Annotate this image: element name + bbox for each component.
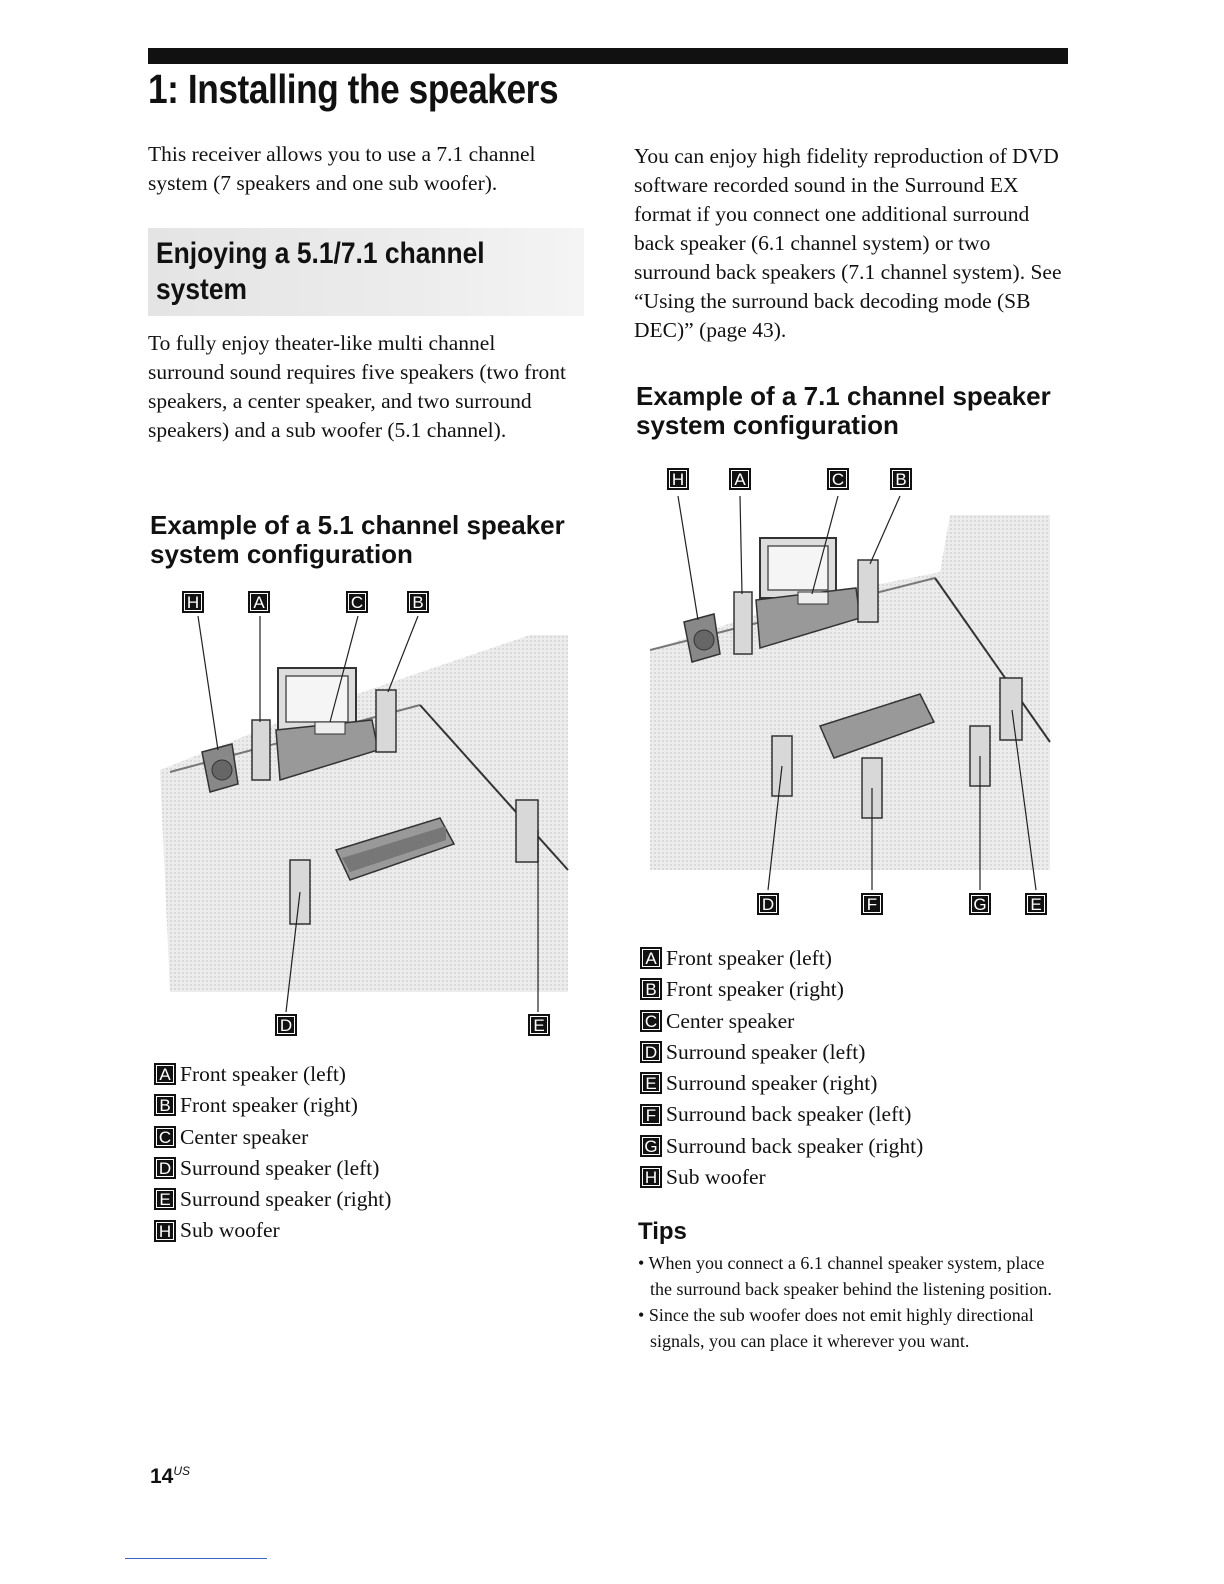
legend-item: [154, 1059, 391, 1090]
legend-item: [640, 943, 923, 974]
legend-text: Center speaker: [180, 1124, 309, 1149]
fig51-diagram: [150, 580, 580, 1040]
floor-area: [650, 515, 1050, 870]
legend-text: Center speaker: [666, 1008, 795, 1033]
center-speaker-icon: [798, 592, 828, 604]
legend-key: C: [154, 1126, 176, 1148]
fig71-heading: Example of a 7.1 channel speaker system configuration: [636, 381, 1051, 440]
tip-item: • Since the sub woofer does not emit highly directional signals, you can place it wherever you want.: [638, 1305, 1034, 1351]
legend-key: E: [154, 1188, 176, 1210]
legend-text: Front speaker (left): [180, 1062, 346, 1086]
fig71-label-F: F: [861, 893, 883, 915]
tips-heading: Tips: [638, 1218, 687, 1245]
fig71-label-D: D: [757, 893, 779, 915]
legend-text: Surround speaker (right): [180, 1187, 392, 1212]
leader-line-B: [870, 496, 900, 564]
legend-key: B: [640, 978, 662, 1000]
legend-item: [154, 1153, 391, 1184]
legend-key: H: [640, 1166, 662, 1188]
legend-key: B: [154, 1094, 176, 1116]
legend-text: Front speaker (right): [666, 977, 844, 1002]
section-heading-box: [148, 228, 584, 316]
fig51-label-H: H: [182, 591, 204, 613]
page-number: [150, 1464, 190, 1489]
legend-item: [154, 1122, 391, 1153]
front-right-speaker-icon: [858, 560, 878, 622]
center-speaker-icon: [315, 722, 345, 734]
legend-key: E: [640, 1072, 662, 1094]
legend-text: Sub woofer: [180, 1218, 280, 1243]
front-left-speaker-icon: [734, 592, 752, 654]
page-title: 1: Installing the speakers: [148, 66, 559, 112]
tip-text: Since the sub woofer does not emit highly directional signals, you can place it wherever you want.: [648, 1305, 1034, 1351]
floor-area: [160, 635, 568, 992]
legend-key: H: [154, 1220, 176, 1242]
fig51-legend: [154, 1059, 391, 1247]
fig51-label-E: E: [528, 1014, 550, 1036]
tip-text: When you connect a 6.1 channel speaker system, place the surround back speaker behind the listening position.: [648, 1253, 1052, 1299]
page-number-suffix: US: [173, 1464, 191, 1478]
legend-item: [640, 974, 923, 1005]
legend-item: [640, 1037, 923, 1068]
subwoofer-cone: [212, 760, 232, 780]
page-number-value: 14: [150, 1465, 174, 1488]
legend-key: A: [154, 1063, 176, 1085]
fig71-label-G: G: [969, 893, 991, 915]
surround-right-speaker-icon: [1000, 678, 1022, 740]
legend-item: [640, 1162, 923, 1193]
intro-paragraph: This receiver allows you to use a 7.1 channel system (7 speakers and one sub woofer).: [148, 142, 536, 195]
footer-rule: [125, 1558, 267, 1559]
fig51-label-D: D: [275, 1014, 297, 1036]
legend-item: [640, 1099, 923, 1130]
front-right-speaker-icon: [376, 690, 396, 752]
legend-key: D: [640, 1041, 662, 1063]
legend-text: Surround back speaker (right): [666, 1133, 924, 1158]
legend-item: [154, 1215, 391, 1246]
legend-item: [640, 1131, 923, 1162]
fig51-label-C: C: [346, 591, 368, 613]
legend-item: [154, 1184, 391, 1215]
tip-item: • When you connect a 6.1 channel speaker system, place the surround back speaker behind the listening position.: [638, 1253, 1052, 1299]
fig71-label-C: C: [827, 468, 849, 490]
legend-item: [154, 1090, 391, 1121]
fig51-label-B: B: [407, 591, 429, 613]
legend-key: G: [640, 1135, 662, 1157]
legend-key: F: [640, 1104, 662, 1126]
legend-text: Front speaker (left): [666, 946, 832, 970]
legend-key: D: [154, 1157, 176, 1179]
legend-text: Surround speaker (right): [666, 1071, 878, 1096]
legend-key: C: [640, 1010, 662, 1032]
fig71-diagram: [650, 460, 1054, 892]
fig71-label-A: A: [729, 468, 751, 490]
fig51-label-A: A: [248, 591, 270, 613]
legend-text: Surround speaker (left): [666, 1039, 866, 1064]
fig71-label-B: B: [890, 468, 912, 490]
leader-line-A: [740, 496, 742, 594]
subwoofer-cone: [694, 630, 714, 650]
legend-text: Surround speaker (left): [180, 1155, 380, 1180]
leader-line-H: [198, 616, 218, 750]
legend-text: Front speaker (right): [180, 1093, 358, 1118]
section-heading: Enjoying a 5.1/7.1 channel system: [156, 237, 485, 306]
legend-item: [640, 1068, 923, 1099]
legend-key: A: [640, 947, 662, 969]
tv-screen: [286, 676, 348, 722]
fig71-label-E: E: [1025, 893, 1047, 915]
surround-right-speaker-icon: [516, 800, 538, 862]
fig51-heading: Example of a 5.1 channel speaker system configuration: [150, 510, 565, 569]
section-paragraph: To fully enjoy theater-like multi channel surround sound requires five speakers (two front speakers, a center speaker, and two surround speakers) and a sub woofer (5.1 channel).: [148, 331, 566, 442]
legend-item: [640, 1006, 923, 1037]
fig71-label-H: H: [667, 468, 689, 490]
legend-text: Surround back speaker (left): [666, 1102, 912, 1127]
header-rule: [148, 48, 1068, 64]
legend-text: Sub woofer: [666, 1165, 766, 1190]
right-paragraph: You can enjoy high fidelity reproduction of DVD software recorded sound in the Surround EX format if you connect one additional surround back speaker (6.1 channel system) or two surround back speakers (7.1 channel system). See “Using the surround back decoding mode (SB DEC)” (page 43).: [634, 144, 1062, 342]
front-left-speaker-icon: [252, 720, 270, 780]
tips-list: [638, 1250, 1068, 1354]
leader-line-H: [678, 496, 698, 620]
fig71-legend: [640, 943, 923, 1193]
